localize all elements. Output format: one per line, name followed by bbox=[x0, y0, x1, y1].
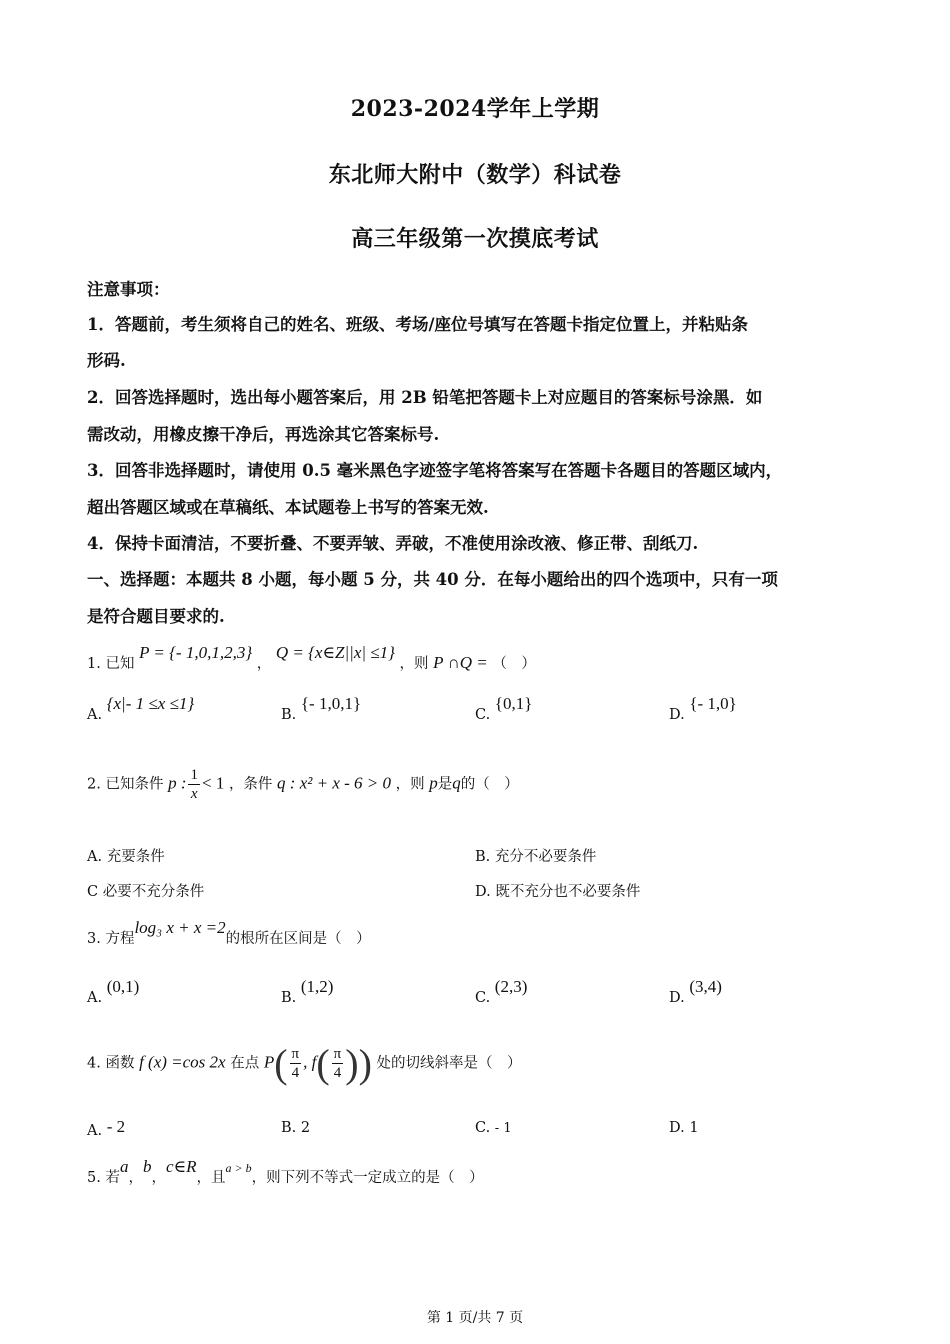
q1-mid: ，则 bbox=[399, 656, 429, 672]
title-year: 2023-2024学年上学期 bbox=[350, 96, 600, 122]
q2-fraction-den: x bbox=[190, 786, 198, 802]
q3-option-b[interactable] bbox=[281, 977, 334, 1007]
q2-p-lead: p : bbox=[168, 773, 187, 793]
notice-heading: 注意事项： bbox=[87, 280, 170, 299]
q5-comma-2: ， bbox=[151, 1170, 166, 1186]
q2-q-expr: q : x² + x - 6 > 0 bbox=[277, 773, 391, 793]
q1-comma: ， bbox=[256, 656, 272, 672]
q1-option-a-label: A. bbox=[87, 707, 103, 723]
question-3 bbox=[87, 918, 371, 948]
q3-option-d[interactable] bbox=[669, 977, 722, 1007]
notice-item1-line2: 形码. bbox=[87, 351, 126, 370]
q4-option-c-label: C. bbox=[475, 1120, 491, 1136]
title-exam: 高三年级第一次摸底考试 bbox=[351, 226, 599, 252]
q3-option-c-text: (2,3) bbox=[494, 977, 528, 996]
q2-mid: ，条件 bbox=[228, 776, 273, 793]
q2-p-tail: < 1 bbox=[201, 773, 225, 793]
question-2 bbox=[87, 766, 519, 803]
notice-item3-line1: 3．回答非选择题时，请使用 0.5 毫米黑色字迹签字笔将答案写在答题卡各题目的答题区域内， bbox=[87, 461, 783, 480]
q4-mid: 在点 bbox=[230, 1055, 260, 1072]
q1-option-b[interactable] bbox=[281, 694, 362, 724]
q5-c: c∈R bbox=[165, 1157, 197, 1176]
q3-option-b-label: B. bbox=[281, 990, 297, 1006]
q3-prefix: 3. 方程 bbox=[87, 931, 135, 947]
section1-line1: 一、选择题：本题共 8 小题，每小题 5 分，共 40 分．在每小题给出的四个选项中，只有一项 bbox=[87, 570, 778, 589]
q1-set-p: P = {- 1,0,1,2,3} bbox=[139, 643, 253, 662]
question-4 bbox=[87, 1040, 522, 1087]
q4-frac-2-den: 4 bbox=[333, 1065, 342, 1081]
q1-set-q: Q = {x∈Z||x| ≤1} bbox=[275, 643, 395, 662]
q3-option-a[interactable] bbox=[87, 977, 140, 1007]
question-1 bbox=[87, 643, 536, 673]
q2-prefix: 2. 已知条件 bbox=[87, 776, 164, 793]
q4-paren-close: ) bbox=[358, 1041, 372, 1086]
q2-q: q bbox=[452, 773, 461, 793]
q4-option-c-text: - 1 bbox=[494, 1121, 512, 1136]
q1-option-c-label: C. bbox=[475, 707, 491, 723]
q5-comma-1: ， bbox=[128, 1170, 143, 1186]
q3-option-c[interactable] bbox=[475, 977, 528, 1007]
q4-option-a-label: A. bbox=[87, 1123, 103, 1139]
q4-paren-open: ( bbox=[274, 1041, 288, 1086]
q4-option-a-text: - 2 bbox=[106, 1117, 126, 1136]
q3-option-b-text: (1,2) bbox=[300, 977, 334, 996]
q1-option-b-text: {- 1,0,1} bbox=[300, 694, 362, 713]
notice-item1-line1: 1．答题前，考生须将自己的姓名、班级、考场/座位号填写在答题卡指定位置上，并粘贴条 bbox=[87, 315, 749, 334]
q2-tail: 的（ ） bbox=[460, 776, 519, 793]
q1-option-d-text: {- 1,0} bbox=[689, 694, 737, 713]
q2-option-a[interactable]: A. 充要条件 bbox=[87, 849, 165, 865]
q5-b: b bbox=[142, 1157, 152, 1176]
q3-option-c-label: C. bbox=[475, 990, 491, 1006]
q1-option-c[interactable] bbox=[475, 694, 533, 724]
title-school: 东北师大附中（数学）科试卷 bbox=[328, 162, 622, 188]
q3-option-a-label: A. bbox=[87, 990, 103, 1006]
q4-option-b[interactable]: B. 2 bbox=[281, 1120, 311, 1136]
q1-expr: P ∩Q = bbox=[433, 653, 488, 672]
q4-prefix: 4. 函数 bbox=[87, 1055, 135, 1072]
q2-mid2: ，则 bbox=[395, 776, 425, 793]
q4-point-p: P bbox=[263, 1052, 275, 1072]
q4-func: f (x) =cos 2x bbox=[139, 1052, 226, 1072]
q2-option-d[interactable]: D. 既不充分也不必要条件 bbox=[475, 884, 641, 900]
q2-is: 是 bbox=[437, 776, 453, 793]
q1-option-a-text: {x|- 1 ≤x ≤1} bbox=[106, 694, 195, 713]
q3-expr: log₃ x + x =2 bbox=[134, 918, 226, 937]
q1-option-b-label: B. bbox=[281, 707, 297, 723]
q1-paren: （ ） bbox=[492, 656, 536, 672]
q5-tail: ，则下列不等式一定成立的是（ ） bbox=[251, 1170, 484, 1186]
notice-item2-line2: 需改动，用橡皮擦干净后，再选涂其它答案标号. bbox=[87, 425, 440, 444]
section1-line2: 是符合题目要求的. bbox=[87, 607, 225, 626]
page-footer: 第 1 页/共 7 页 bbox=[426, 1310, 524, 1326]
q4-frac-1-den: 4 bbox=[291, 1065, 300, 1081]
q4-option-a[interactable] bbox=[87, 1117, 126, 1140]
q4-frac-1 bbox=[290, 1045, 302, 1082]
q1-option-d-label: D. bbox=[669, 707, 685, 723]
q2-option-c[interactable]: C 必要不充分条件 bbox=[87, 884, 205, 900]
notice-item4: 4．保持卡面清洁，不要折叠、不要弄皱、弄破，不准使用涂改液、修正带、刮纸刀. bbox=[87, 534, 699, 553]
q4-inner-paren-close: ) bbox=[345, 1041, 359, 1086]
q1-option-a[interactable] bbox=[87, 694, 195, 724]
q3-option-d-label: D. bbox=[669, 990, 685, 1006]
q5-mid: ，且 bbox=[196, 1170, 226, 1186]
q1-option-c-text: {0,1} bbox=[494, 694, 533, 713]
question-5 bbox=[87, 1157, 484, 1187]
q5-a: a bbox=[119, 1157, 129, 1176]
q2-fraction bbox=[188, 766, 200, 803]
q4-option-c[interactable] bbox=[475, 1120, 512, 1136]
q3-tail: 的根所在区间是（ ） bbox=[225, 931, 371, 947]
q4-frac-2-num: π bbox=[333, 1046, 342, 1062]
notice-item3-line2: 超出答题区域或在草稿纸、本试题卷上书写的答案无效. bbox=[87, 498, 489, 517]
q4-inner-paren-open: ( bbox=[316, 1041, 330, 1086]
q4-frac-1-num: π bbox=[291, 1046, 300, 1062]
notice-item2-line1: 2．回答选择题时，选出每小题答案后，用 2B 铅笔把答题卡上对应题目的答案标号涂黑．如 bbox=[87, 388, 763, 407]
q2-fraction-num: 1 bbox=[190, 767, 198, 783]
q2-option-b[interactable]: B. 充分不必要条件 bbox=[475, 849, 597, 865]
q4-comma-f: , f bbox=[303, 1052, 317, 1072]
q2-p: p bbox=[429, 773, 438, 793]
q1-prefix: 1. 已知 bbox=[87, 656, 135, 672]
q3-option-a-text: (0,1) bbox=[106, 977, 140, 996]
q4-option-d[interactable]: D. 1 bbox=[669, 1120, 699, 1136]
q5-prefix: 5. 若 bbox=[87, 1170, 120, 1186]
q1-option-d[interactable] bbox=[669, 694, 737, 724]
q4-frac-2 bbox=[332, 1045, 344, 1082]
q4-tail: 处的切线斜率是（ ） bbox=[376, 1055, 522, 1072]
q3-option-d-text: (3,4) bbox=[689, 977, 722, 996]
q5-cond: a > b bbox=[225, 1161, 252, 1175]
